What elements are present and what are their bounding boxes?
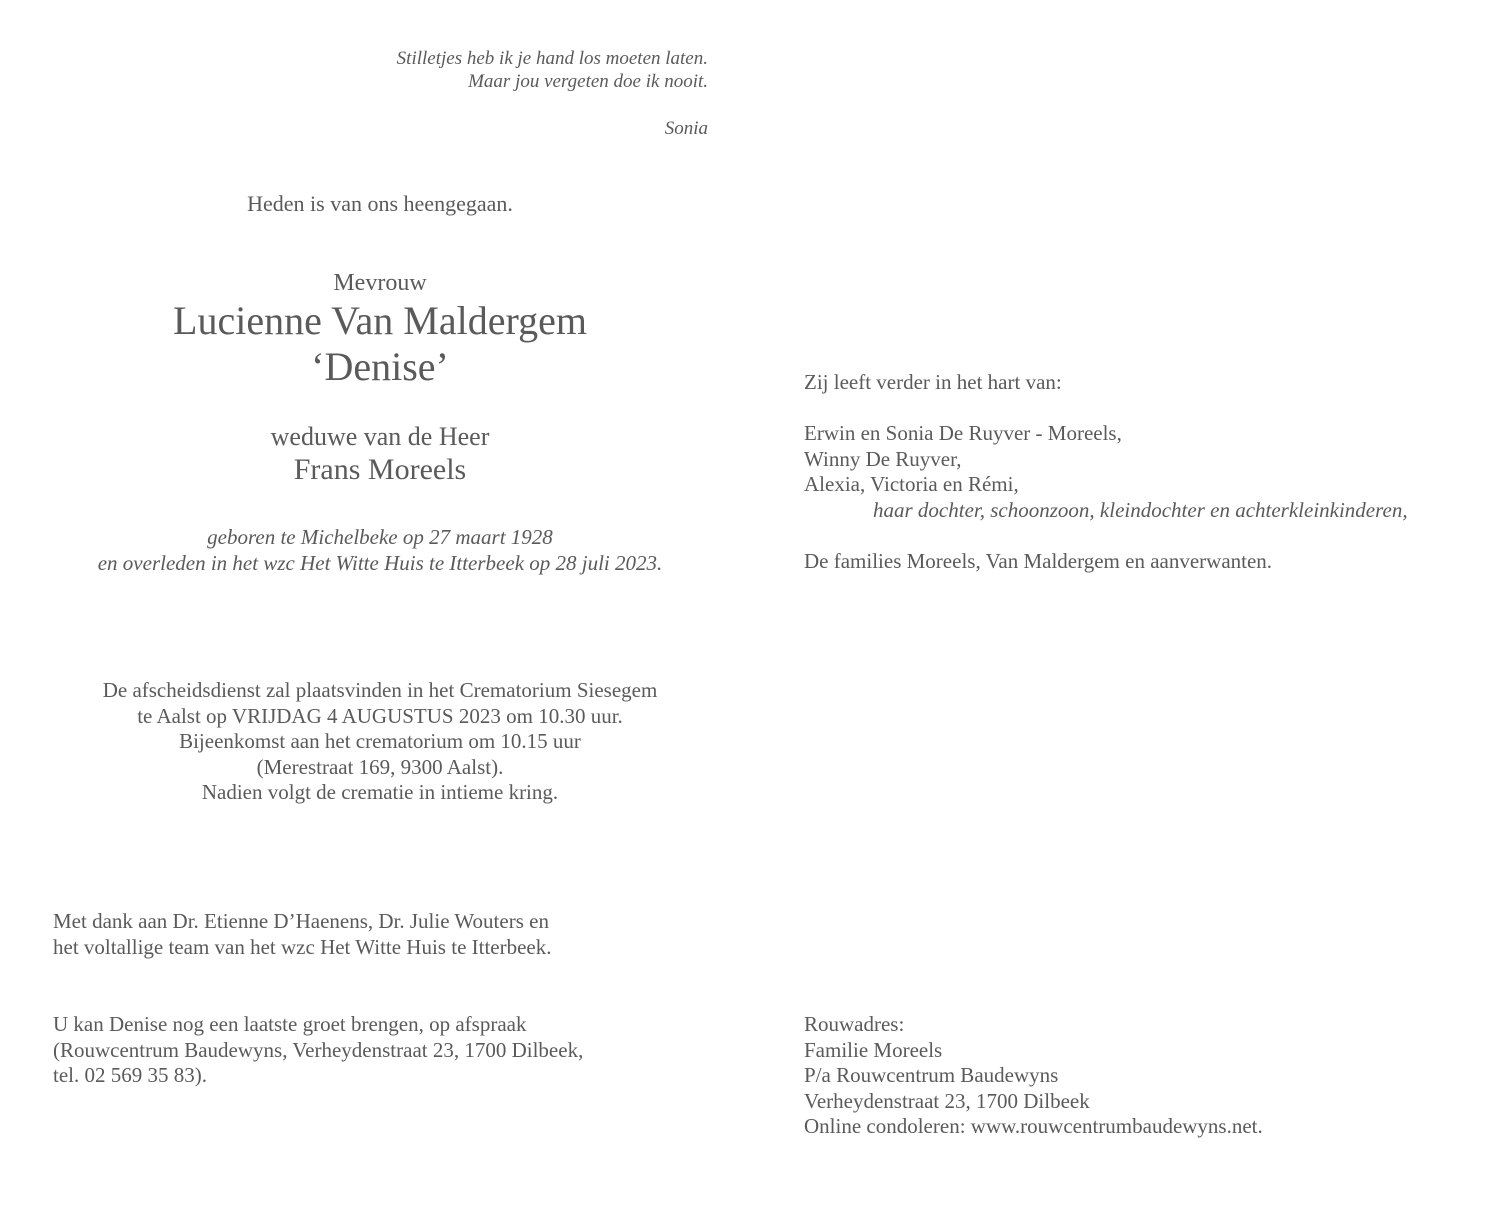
family-list <box>804 421 1408 523</box>
death-line: en overleden in het wzc Het Witte Huis te Itterbeek op 28 juli 2023. <box>97 551 663 575</box>
family-member: Alexia, Victoria en Rémi, <box>804 472 1019 497</box>
visit-line: U kan Denise nog een laatste groet brengen, op afspraak <box>53 1012 527 1036</box>
service-line: te Aalst op VRIJDAG 4 AUGUSTUS 2023 om 10.30 uur. <box>137 703 623 728</box>
family-member: Winny De Ruyver, <box>804 446 962 471</box>
address-line: Familie Moreels <box>804 1037 943 1062</box>
acknowledgements <box>53 908 552 960</box>
spouse-name: Frans Moreels <box>293 453 467 486</box>
life-dates <box>40 524 720 576</box>
deceased-title: Mevrouw <box>333 270 427 296</box>
online-condolences: Online condoleren: www.rouwcentrumbaudewyns.net. <box>804 1114 1263 1139</box>
service-line: De afscheidsdienst zal plaatsvinden in het Crematorium Siesegem <box>102 678 658 702</box>
mourning-address <box>804 1012 1263 1140</box>
family-member: Erwin en Sonia De Ruyver - Moreels, <box>804 421 1122 445</box>
extended-family: De families Moreels, Van Maldergem en aanverwanten. <box>804 549 1273 573</box>
address-line: P/a Rouwcentrum Baudewyns <box>804 1063 1059 1088</box>
visitation-info <box>53 1012 583 1089</box>
birth-line: geboren te Michelbeke op 27 maart 1928 <box>207 525 553 549</box>
farewell-service <box>40 678 720 806</box>
poem-line: Maar jou vergeten doe ik nooit. <box>468 71 708 92</box>
thanks-line: het voltallige team van het wzc Het Witte Huis te Itterbeek. <box>53 935 552 959</box>
address-line: Verheydenstraat 23, 1700 Dilbeek <box>804 1088 1090 1113</box>
poem-signature: Sonia <box>664 118 708 139</box>
deceased-name: Lucienne Van Maldergem <box>173 298 587 343</box>
poem <box>397 47 708 93</box>
service-line: (Merestraat 169, 9300 Aalst). <box>256 754 504 779</box>
family-heading: Zij leeft verder in het hart van: <box>804 370 1062 394</box>
announcement-intro: Heden is van ons heengegaan. <box>247 191 513 216</box>
visit-line: (Rouwcentrum Baudewyns, Verheydenstraat 23, 1700 Dilbeek, <box>53 1037 584 1062</box>
service-line: Bijeenkomst aan het crematorium om 10.15 uur <box>179 729 581 754</box>
visit-line: tel. 02 569 35 83). <box>53 1063 207 1088</box>
address-label: Rouwadres: <box>804 1012 905 1036</box>
family-relation: haar dochter, schoonzoon, kleindochter en achterkleinkinderen, <box>873 497 1408 522</box>
thanks-line: Met dank aan Dr. Etienne D’Haenens, Dr. Julie Wouters en <box>53 909 549 933</box>
widow-of-label: weduwe van de Heer <box>270 422 490 451</box>
deceased-nickname: ‘Denise’ <box>311 344 449 389</box>
poem-line: Stilletjes heb ik je hand los moeten laten. <box>396 48 708 69</box>
service-line: Nadien volgt de crematie in intieme kring. <box>201 780 559 805</box>
